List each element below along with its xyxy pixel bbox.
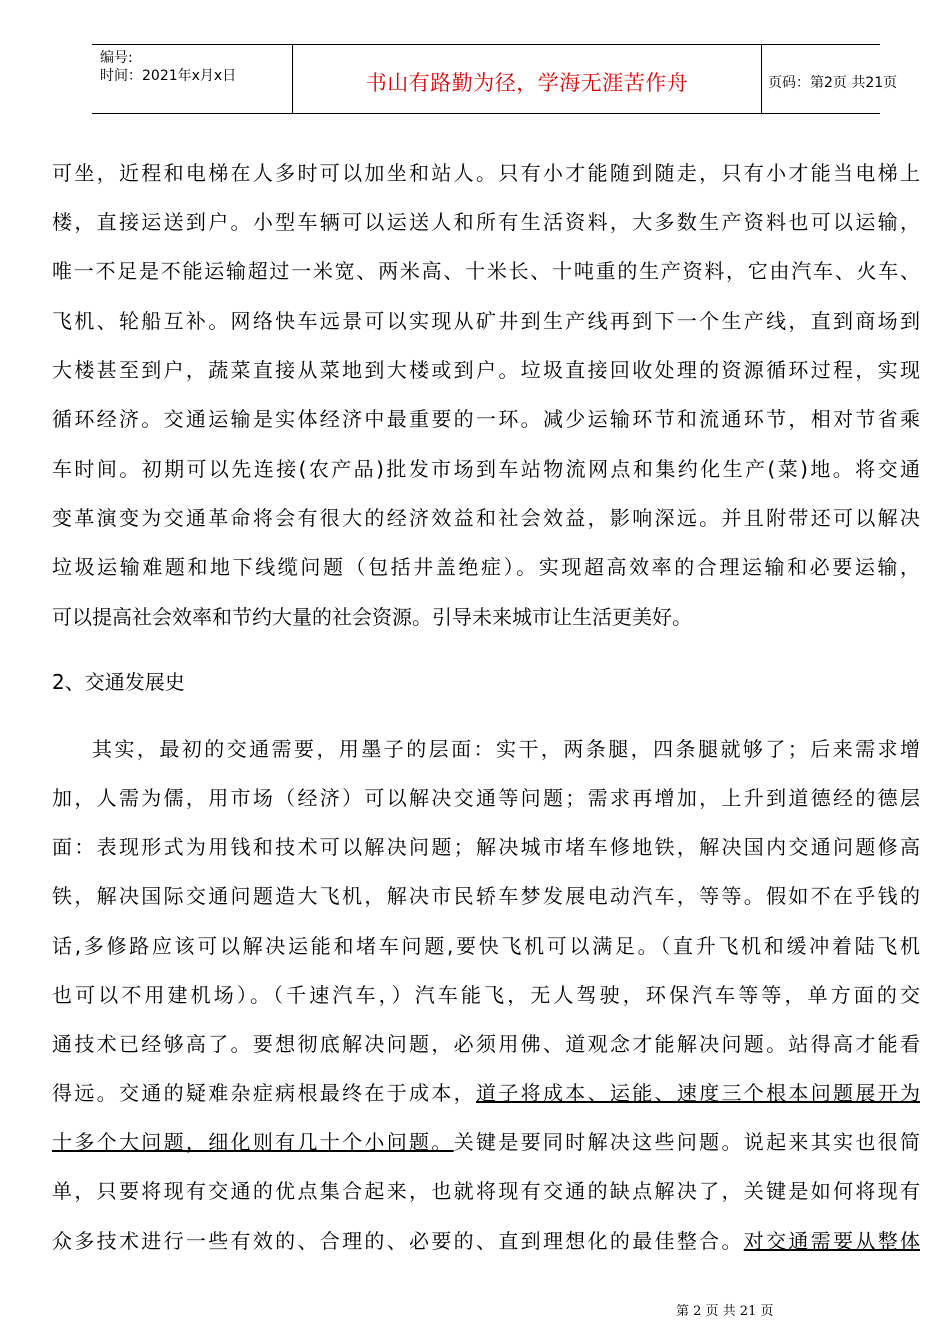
paragraph-line: 垃圾运输难题和地下线缆问题（包括井盖绝症）。实现超高效率的合理运输和必要运输， [52,555,920,579]
text-run: 关键是要同时解决这些问题。说起来其实也很简 [453,1130,921,1154]
header-meta-cell [92,45,292,113]
underlined-text: 十多个大问题，细化则有几十个小问题。 [52,1130,454,1154]
paragraph-line: 可以提高社会效率和节约大量的社会资源。引导未来城市让生活更美好。 [52,605,692,629]
page-footer: 第 2 页 共 21 页 [676,1304,774,1319]
underlined-text: 对交通需要从整体 [743,1229,921,1253]
paragraph-line: 变革演变为交通革命将会有很大的经济效益和社会效益，影响深远。并且附带还可以解决 [52,506,920,530]
header-page-code: 页码：第2页 共21页 [768,75,898,91]
header-page-cell [760,45,898,113]
paragraph-line: 楼，直接运送到户。小型车辆可以运送人和所有生活资料，大多数生产资料也可以运输， [52,210,920,234]
paragraph-line [52,1078,920,1108]
header-motto: 书山有路勤为径，学海无涯苦作舟 [365,71,689,95]
paragraph-line: 循环经济。交通运输是实体经济中最重要的一环。减少运输环节和流通环节，相对节省乘 [52,407,920,431]
underlined-text: 道子将成本、运能、速度三个根本问题展开为 [476,1081,920,1105]
paragraph-line: 面：表现形式为用钱和技术可以解决问题；解决城市堵车修地铁，解决国内交通问题修高 [52,835,920,859]
paragraph-line: 可坐，近程和电梯在人多时可以加坐和站人。只有小才能随到随走，只有小才能当电梯上 [52,161,920,185]
text-run: 众多技术进行一些有效的、合理的、必要的、直到理想化的最佳整合。 [52,1229,744,1253]
paragraph-line: 车时间。初期可以先连接(农产品)批发市场到车站物流网点和集约化生产(菜)地。将交通 [52,457,920,481]
paragraph-line: 加，人需为儒，用市场（经济）可以解决交通等问题；需求再增加，上升到道德经的德层 [52,786,920,810]
page-header [92,44,898,114]
paragraph-line: 唯一不足是不能运输超过一米宽、两米高、十米长、十吨重的生产资料，它由汽车、火车、 [52,259,920,283]
paragraph-line [52,1226,920,1256]
paragraph-line: 其实，最初的交通需要，用墨子的层面：实干，两条腿，四条腿就够了；后来需求增 [92,737,920,761]
paragraph-line: 也可以不用建机场）。（千速汽车，）汽车能飞，无人驾驶，环保汽车等等，单方面的交 [52,983,920,1007]
paragraph-line: 铁，解决国际交通问题造大飞机，解决市民轿车梦发展电动汽车，等等。假如不在乎钱的 [52,884,920,908]
document-time-label: 时间：2021年x月x日 [100,68,237,84]
section-heading: 2、交通发展史 [52,670,185,694]
document-number-label: 编号: [100,50,133,66]
header-motto-cell [292,45,762,113]
paragraph-line: 话,多修路应该可以解决运能和堵车问题,要快飞机可以满足。（直升飞机和缓冲着陆飞机 [52,934,920,958]
paragraph-line: 通技术已经够高了。要想彻底解决问题，必须用佛、道观念才能解决问题。站得高才能看 [52,1032,920,1056]
paragraph-line: 大楼甚至到户，蔬菜直接从菜地到大楼或到户。垃圾直接回收处理的资源循环过程，实现 [52,358,920,382]
text-run: 得远。交通的疑难杂症病根最终在于成本， [52,1081,476,1105]
paragraph-line [52,1127,920,1157]
paragraph-line: 飞机、轮船互补。网络快车远景可以实现从矿井到生产线再到下一个生产线，直到商场到 [52,309,920,333]
paragraph-line: 单，只要将现有交通的优点集合起来，也就将现有交通的缺点解决了，关键是如何将现有 [52,1179,920,1203]
